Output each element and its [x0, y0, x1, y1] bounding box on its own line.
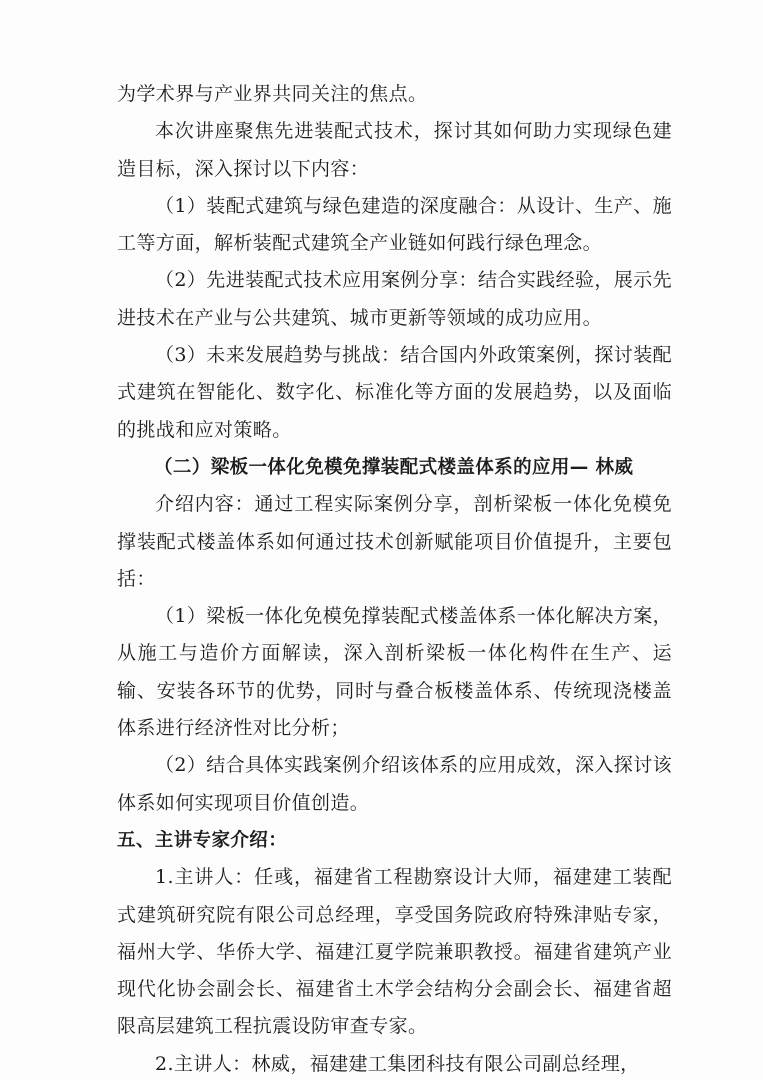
paragraph-intro: 本次讲座聚焦先进装配式技术，探讨其如何助力实现绿色建造目标，深入探讨以下内容：	[117, 120, 672, 180]
document-body	[117, 76, 672, 1083]
paragraph-speaker-1: 1.主讲人：任彧，福建省工程勘察设计大师，福建建工装配式建筑研究院有限公司总经理，享受国务院政府特殊津贴专家，福州大学、华侨大学、福建江夏学院兼职教授。福建省建筑产业现代化协会副会长、福建省土木学会结构分会副会长、福建省超限高层建筑工程抗震设防审查专家。	[117, 866, 672, 1038]
subsection-heading: （二）梁板一体化免模免撑装配式楼盖体系的应用— 林威	[154, 456, 634, 478]
paragraph-item-3: （3）未来发展趋势与挑战：结合国内外政策案例，探讨装配式建筑在智能化、数字化、标准化等方面的发展趋势，以及面临的挑战和应对策略。	[117, 344, 672, 441]
paragraph-item-2b: （2）结合具体实践案例介绍该体系的应用成效，深入探讨该体系如何实现项目价值创造。	[117, 754, 672, 814]
paragraph-item-2: （2）先进装配式技术应用案例分享：结合实践经验，展示先进技术在产业与公共建筑、城市更新等领域的成功应用。	[117, 269, 672, 329]
paragraph-item-1b: （1）梁板一体化免模免撑装配式楼盖体系一体化解决方案，从施工与造价方面解读，深入剖析梁板一体化构件在生产、运输、安装各环节的优势，同时与叠合板楼盖体系、传统现浇楼盖体系进行经济性对比分析；	[117, 605, 672, 740]
paragraph-speaker-2: 2.主讲人：林威，福建建工集团科技有限公司副总经理，	[155, 1052, 640, 1075]
paragraph-description: 介绍内容：通过工程实际案例分享，剖析梁板一体化免模免撑装配式楼盖体系如何通过技术创新赋能项目价值提升，主要包括：	[117, 493, 672, 590]
section-heading: 五、主讲专家介绍：	[117, 829, 288, 851]
paragraph-item-1: （1）装配式建筑与绿色建造的深度融合：从设计、生产、施工等方面，解析装配式建筑全产业链如何践行绿色理念。	[117, 194, 672, 255]
paragraph-continuation: 为学术界与产业界共同关注的焦点。	[117, 83, 428, 105]
